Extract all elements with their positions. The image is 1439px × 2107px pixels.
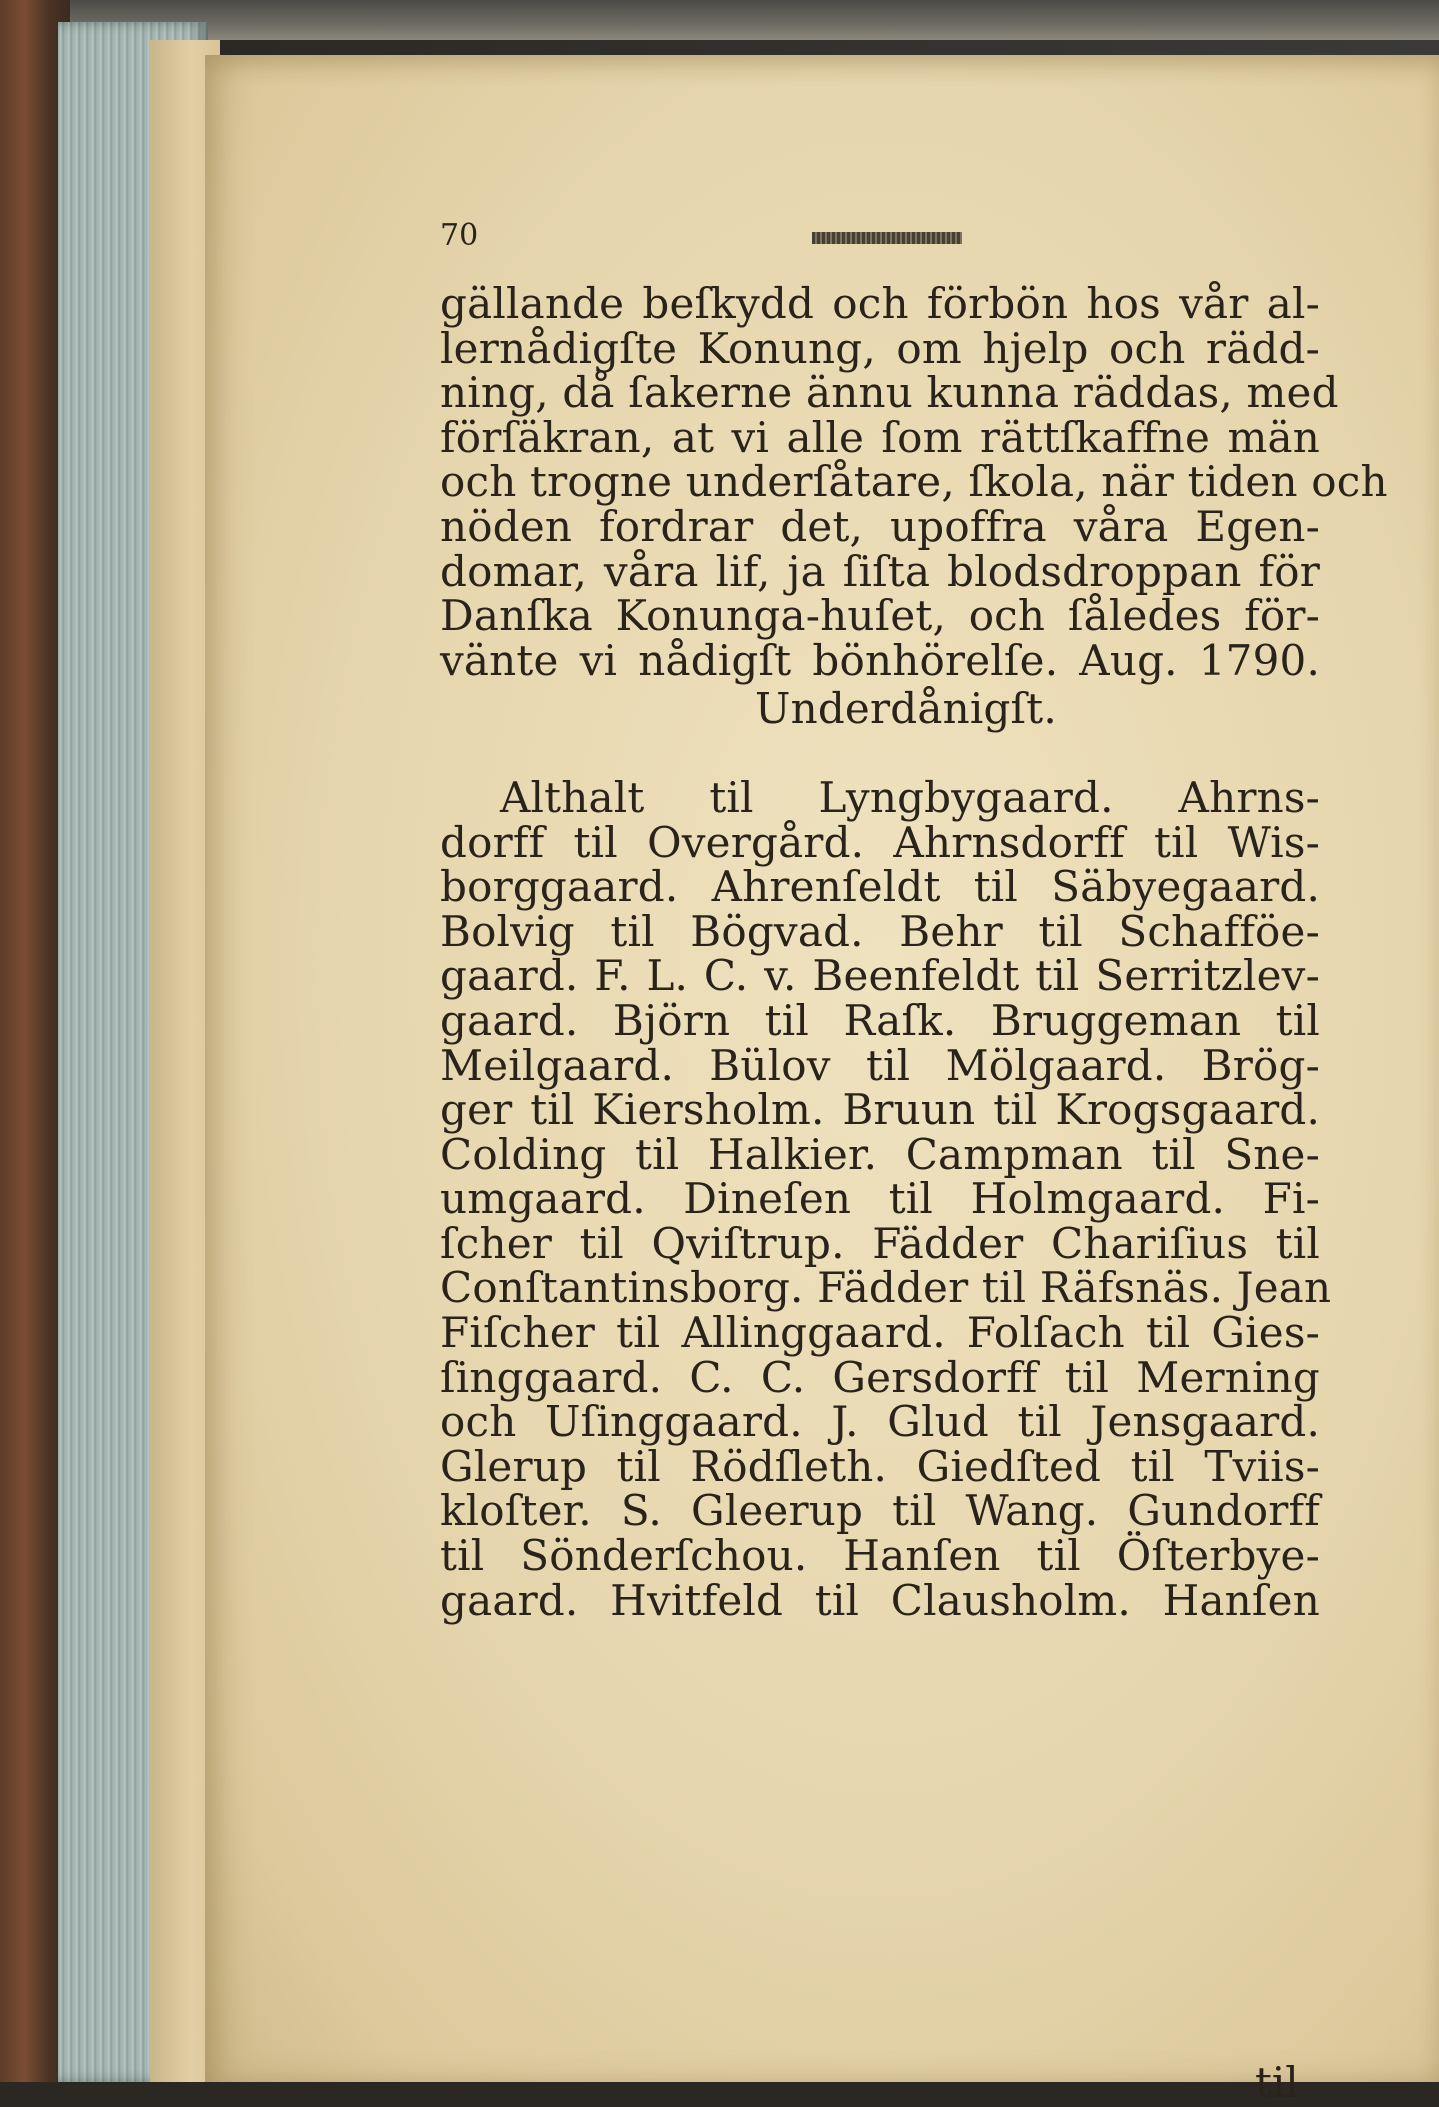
text-line: gällande beſkydd och förbön hos vår al-: [440, 279, 1320, 328]
page-number: 70: [440, 218, 479, 253]
text-line: Bolvig til Bögvad. Behr til Schafföe-: [440, 906, 1320, 956]
text-line: kloſter. S. Gleerup til Wang. Gundorff: [440, 1486, 1320, 1536]
signature-line: Underdånigſt.: [755, 684, 1057, 734]
text-line: vänte vi nådigſt bönhörelſe. Aug. 1790.: [440, 635, 1320, 685]
page-text: [440, 279, 1388, 1625]
text-line: til Sönderſchou. Hanſen til Öſterbye-: [440, 1531, 1320, 1581]
text-line: gaard. Björn til Raſk. Bruggeman til: [440, 995, 1320, 1045]
text-line: nöden fordrar det, upoffra våra Egen-: [440, 501, 1320, 551]
text-line: Althalt til Lyngbygaard. Ahrns-: [500, 772, 1320, 822]
text-line: ſinggaard. C. C. Gersdorff til Merning: [440, 1352, 1320, 1402]
text-line: ger til Kiersholm. Bruun til Krogsgaard.: [440, 1085, 1320, 1135]
text-line: ſcher til Qviſtrup. Fädder Chariſius til: [440, 1218, 1320, 1268]
header-ornament-rule: [812, 232, 962, 244]
text-line: och trogne underſåtare, ſkola, när tiden och: [440, 457, 1388, 507]
book-top-edge: [0, 0, 1439, 40]
text-line: Colding til Halkier. Campman til Sne-: [440, 1129, 1320, 1179]
text-line: gaard. Hvitfeld til Clausholm. Hanſen: [440, 1575, 1320, 1625]
petition-paragraph: [440, 279, 1388, 685]
text-line: Conſtantinsborg. Fädder til Räfsnäs. Jean: [440, 1263, 1332, 1313]
text-line: gaard. F. L. C. v. Beenfeldt til Serritzlev-: [440, 951, 1320, 1001]
text-line: Glerup til Rödſleth. Giedſted til Tviis-: [440, 1441, 1320, 1491]
signatories-paragraph: [440, 772, 1332, 1625]
text-line: ning, då ſakerne ännu kunna räddas, med: [440, 368, 1339, 418]
text-line: domar, våra lif, ja ſiſta blodsdroppan för: [440, 546, 1320, 596]
text-line: förſäkran, at vi alle ſom rättſkaffne män: [440, 412, 1320, 462]
catchword: til: [1255, 2058, 1299, 2107]
text-line: Danſka Konunga-huſet, och ſåledes för-: [440, 591, 1320, 641]
text-line: dorff til Overgård. Ahrnsdorff til Wis-: [440, 817, 1320, 867]
text-line: borggaard. Ahrenſeldt til Säbyegaard.: [440, 862, 1320, 912]
text-line: Meilgaard. Bülov til Mölgaard. Brög-: [440, 1040, 1320, 1090]
text-line: Fiſcher til Allinggaard. Folſach til Gies-: [440, 1308, 1320, 1358]
text-line: umgaard. Dineſen til Holmgaard. Fi-: [440, 1174, 1320, 1224]
text-line: och Uſinggaard. J. Glud til Jensgaard.: [440, 1397, 1320, 1447]
page-header: [440, 218, 960, 258]
text-line: lernådigſte Konung, om hjelp och rädd-: [440, 323, 1320, 373]
